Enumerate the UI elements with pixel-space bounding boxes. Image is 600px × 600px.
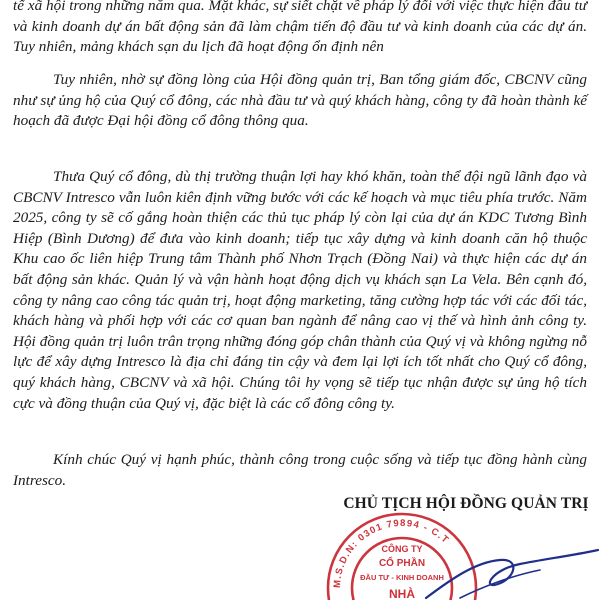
paragraph-3: Thưa Quý cổ đông, dù thị trường thuận lợi hay khó khăn, toàn thể đội ngũ lãnh đạo và CBCNV Intresco vẫn luôn kiên định vững bước với các kế hoạch và mục tiêu phía trước. Năm 2025, công ty sẽ cố gắng hoàn thiện các thủ tục pháp lý còn lại của dự án KDC Tương Bình Hiệp (Bình Dương) để đưa vào kinh doanh; tiếp tục xây dựng và kinh doanh căn hộ thuộc Khu cao ốc liên hiệp Trung tâm Thành phố Nhơn Trạch (Đồng Nai) và thực hiện các dự án bất động sản khác. Quản lý và vận hành hoạt động dịch vụ khách sạn La Vela. Bên cạnh đó, công ty nâng cao công tác quản trị, hoạt động marketing, tăng cường hợp tác với các đối tác, khách hàng và phối hợp với các cơ quan ban ngành để nâng cao vị thế và hình ảnh công ty. Hội đồng quản trị luôn trân trọng những đóng góp chân thành của Quý vị và không ngừng nỗ lực để xây dựng Intresco là địa chỉ đáng tin cậy và đem lại lợi ích tốt nhất cho Quý cổ đông, quý khách hàng, CBCNV và xã hội. Chúng tôi hy vọng sẽ tiếp tục nhận được sự ủng hộ tích cực và đồng thuận của Quý vị, đặc biệt là các cổ đông công ty. — [13, 168, 587, 412]
paragraph-2: Tuy nhiên, nhờ sự đồng lòng của Hội đồng quản trị, Ban tổng giám đốc, CBCNV cũng như sự ủng hộ của Quý cổ đông, các nhà đầu tư và quý khách hàng, công ty đã hoàn thành kế hoạch đã được Đại hội đồng cổ đông thông qua. — [13, 71, 587, 130]
stamp-line-1: CÔNG TY — [381, 544, 423, 554]
stamp-line-3: ĐẦU TƯ - KINH DOANH — [360, 573, 444, 582]
stamp-ring-text: M.S.D.N: 0301 79894 - C.T — [331, 517, 452, 589]
stamp-line-4: NHÀ — [389, 587, 415, 600]
handwritten-signature — [420, 540, 600, 600]
paragraph-4: Kính chúc Quý vị hạnh phúc, thành công trong cuộc sống và tiếp tục đồng hành cùng Intresco. — [13, 451, 587, 489]
stamp-line-2: CỔ PHẦN — [378, 558, 426, 569]
signature-title: CHỦ TỊCH HỘI ĐỒNG QUẢN TRỊ — [343, 495, 589, 512]
paragraph-1: tế xã hội trong những năm qua. Mặt khác, sự siết chặt về pháp lý đối với việc thực hiện đầu tư và kinh doanh dự án bất động sản đã làm chậm tiến độ đầu tư và kinh doanh của các dự án. Tuy nhiên, mảng khách sạn du lịch đã hoạt động ổn định nên — [13, 0, 587, 56]
